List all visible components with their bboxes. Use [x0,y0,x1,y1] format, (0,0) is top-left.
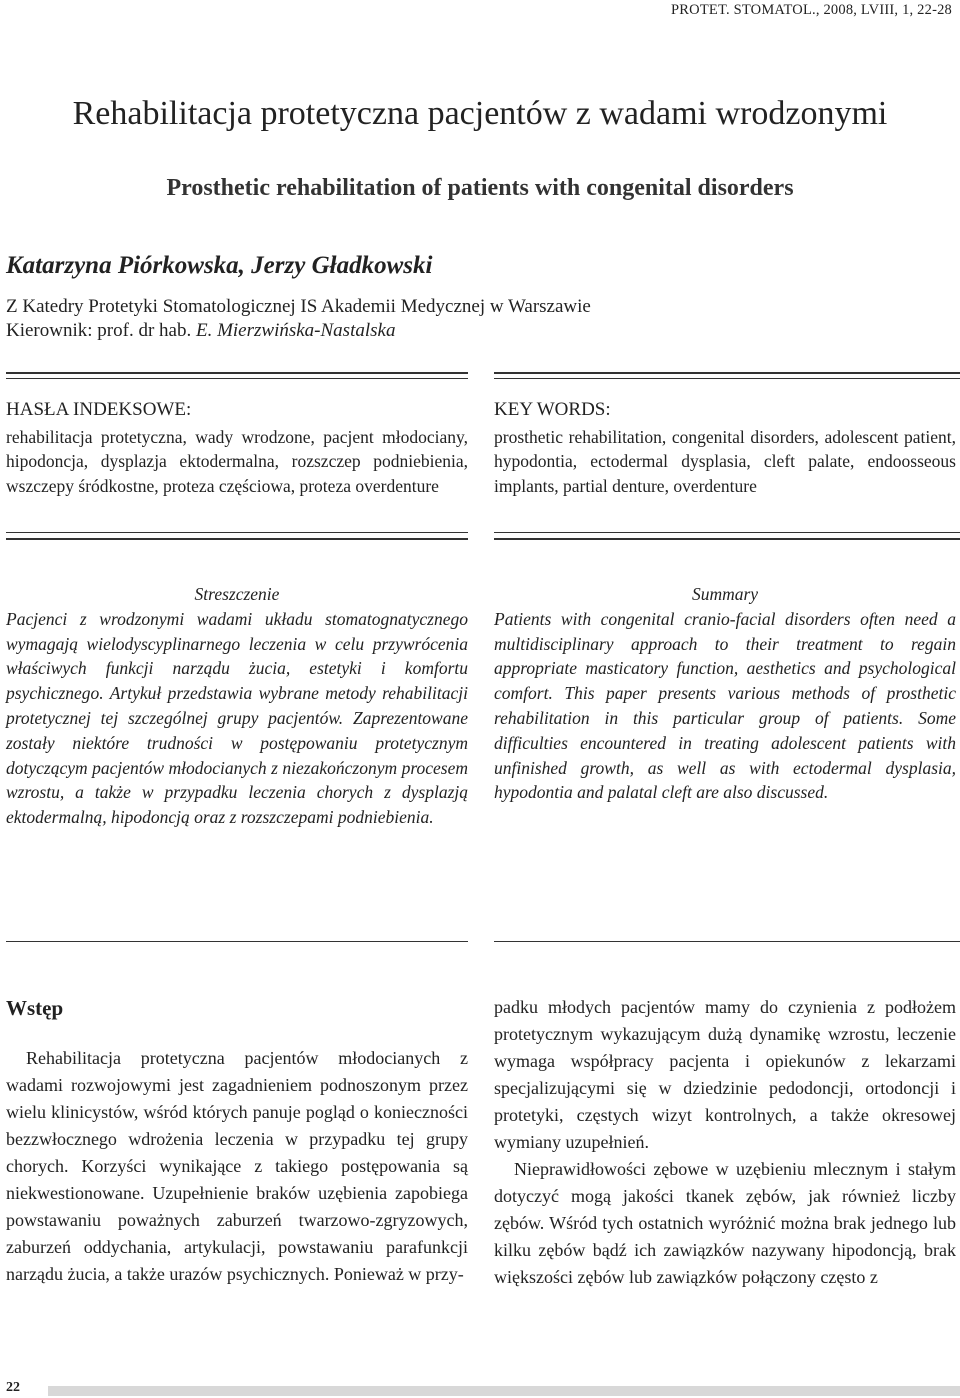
abstract-bottom-rule-left [6,941,468,942]
page-number: 22 [6,1380,20,1395]
keywords-bottom-rule-left [6,538,468,540]
department-head [6,320,395,342]
article-title-english: Prosthetic rehabilitation of patients with congenital disorders [166,175,794,201]
body-paragraph: Rehabilitacja protetyczna pacjentów młodocianych z wadami rozwojowymi jest zagadnieniem podnoszonym przez wielu klinicystów, wśród których panuje pogląd o konieczności bezzwłocznego wdrożenia leczenia w przypadku tej grupy chorych. Korzyści wynikające z takiego postępowania są niekwestionowane. Uzupełnienie braków uzębienia zapobiega powstawaniu poważnych zaburzeń twarzowo-zgryzowych, zaburzeń oddychania, artykulacji, powstawaniu parafunkcji narządu żucia, a także urazów psychicznych. Ponieważ w przy- [6,1048,468,1284]
keywords-bottom-rule-right [494,538,960,540]
body-paragraph: padku młodych pacjentów mamy do czynienia z podłożem protetycznym wykazującym dużą dynamikę wzrostu, leczenie wymaga współpracy pacjenta i opiekunów z lekarzami specjalizującymi się w dziedzinie pedodoncji, ortodoncji i protetyki, częstych wizyt kontrolnych, a także okresowej wymiany uzupełnień. [494,997,956,1152]
abstract-bottom-rule-right [494,941,960,942]
keywords-english-label: KEY WORDS: [494,399,611,420]
abstract-english-heading: Summary [691,584,759,604]
section-title: Wstęp [6,996,64,1020]
body-paragraph: Nieprawidłowości zębowe w uzębieniu mlecznym i stałym dotyczyć mogą jakości tkanek zębów, jak również liczby zębów. Wśród tych ostatnich wyróżnić można brak jednego lub kilku zębów bądź ich zawiązków nazywany hipodoncją, brak większości zębów lub zawiązków połączony często z [494,1159,956,1287]
affiliation: Z Katedry Protetyki Stomatologicznej IS Akademii Medycznej w Warszawie [6,296,591,317]
running-head: PROTET. STOMATOL., 2008, LVIII, 1, 22-28 [671,2,952,18]
keywords-top-rule-left [6,372,468,374]
keywords-top-subrule-right [494,378,960,379]
abstract-polish [6,582,468,830]
department-head-prefix: Kierownik: prof. dr hab. [6,320,196,341]
keywords-polish [6,398,468,498]
article-title-polish: Rehabilitacja protetyczna pacjentów z wadami wrodzonymi [72,95,888,132]
abstract-polish-heading: Streszczenie [194,584,280,604]
footer-bar [48,1386,960,1396]
abstract-english [494,582,956,805]
keywords-bottom-subrule-right [494,532,960,533]
keywords-top-rule-right [494,372,960,374]
abstract-polish-text: Pacjenci z wrodzonymi wadami układu stomatognatycznego wymagają wielodyscyplinarnego leczenia w celu przywrócenia właściwych funkcji narządu żucia, estetyki i komfortu psychicznego. Artykuł przedstawia wybrane metody rehabilitacji protetycznej tej szczególnej grupy pacjentów. Zaprezentowane zostały niektóre trudności w postępowaniu protetycznym dotyczącym pacjentów młodocianych z niezakończonym procesem wzrostu, a także w przypadku leczenia chorych z dysplazją ektodermalną, hipodoncją oraz z rozszczepami podniebienia. [6,608,468,828]
keywords-bottom-subrule-left [6,532,468,533]
department-head-name: E. Mierzwińska-Nastalska [195,320,396,341]
body-column-right [494,994,956,1291]
keywords-top-subrule-left [6,378,468,379]
keywords-polish-label: HASŁA INDEKSOWE: [6,399,192,420]
body-column-left [6,1045,468,1288]
keywords-polish-text: rehabilitacja protetyczna, wady wrodzone, pacjent młodociany, hipodoncja, dysplazja ektodermalna, rozszczep podniebienia, wszczepy śródkostne, proteza częściowa, proteza overdenture [6,426,468,496]
keywords-english [494,398,956,498]
authors: Katarzyna Piórkowska, Jerzy Gładkowski [6,252,433,279]
abstract-english-text: Patients with congenital cranio-facial disorders often need a multidisciplinary approach to their treatment to regain appropriate masticatory function, aesthetics and psychological comfort. This paper presents various methods of prosthetic rehabilitation in this particular group of patients. Some difficulties encountered in treating adolescent patients with unfinished growth, as well as with ectodermal dysplasia, hypodontia and palatal cleft are also discussed. [494,608,956,803]
keywords-english-text: prosthetic rehabilitation, congenital disorders, adolescent patient, hypodontia, ectodermal dysplasia, cleft palate, endoosseous implants, partial denture, overdenture [494,426,956,496]
